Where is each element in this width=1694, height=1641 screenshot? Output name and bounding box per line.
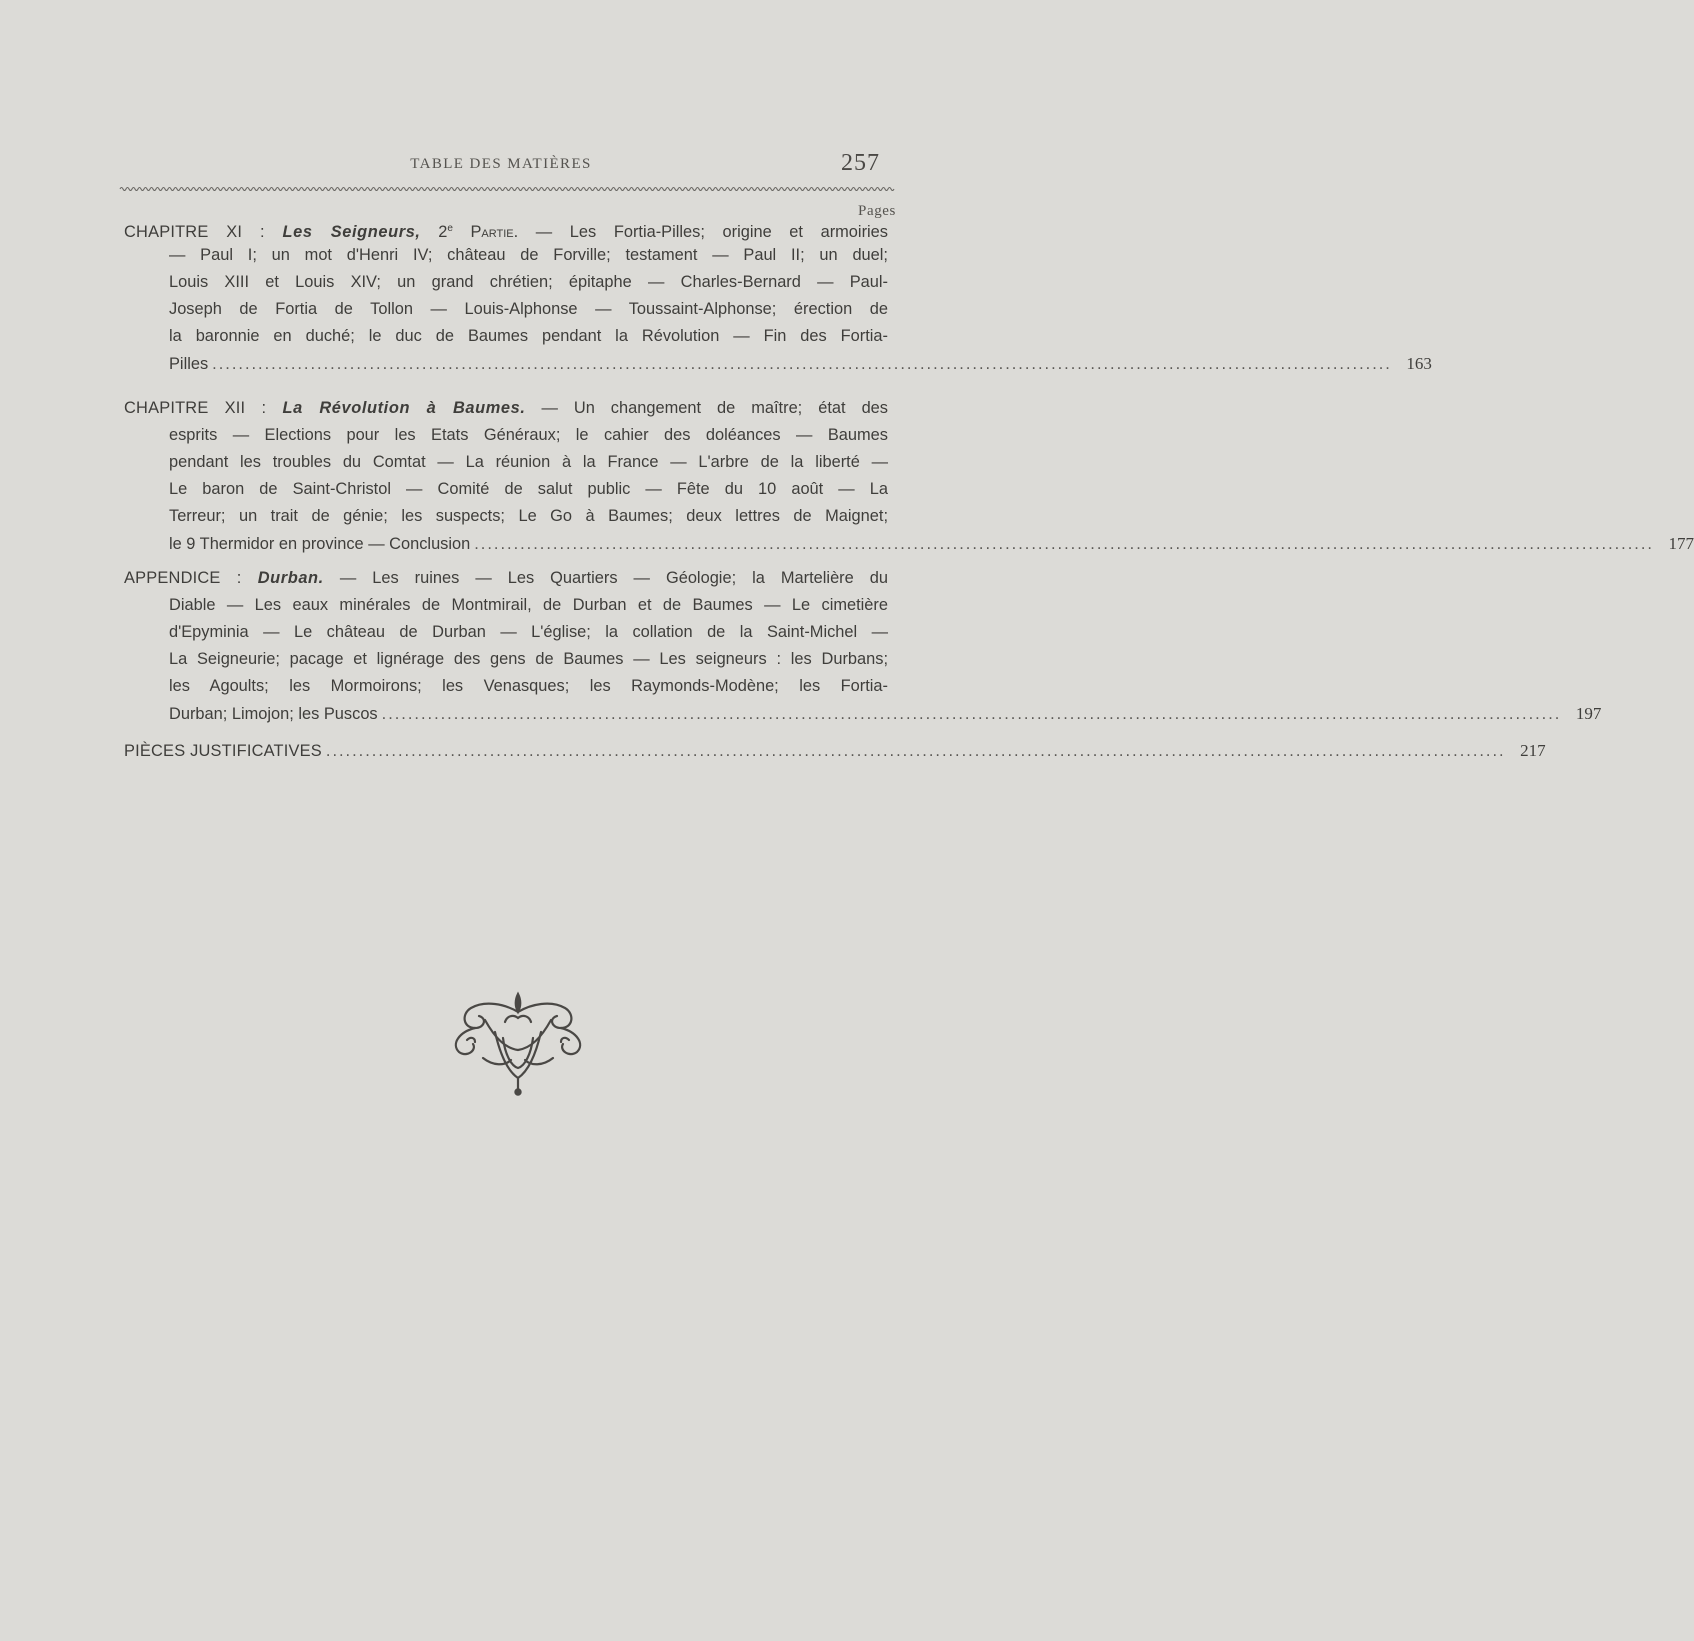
dot-leader: .................................................................................................................................................................................... bbox=[212, 355, 1392, 373]
entry-line: Terreur; un trait de génie; les suspects; Le Go à Baumes; deux lettres de Maignet; bbox=[169, 507, 888, 525]
entry-text: — Un changement de maître; état des bbox=[525, 399, 888, 417]
entry-title: Durban. bbox=[257, 569, 324, 587]
toc-entry-heading-line bbox=[124, 215, 888, 242]
pages-column-label: Pages bbox=[858, 203, 896, 219]
toc-entry-pieces-justificatives bbox=[124, 737, 1546, 764]
toc-entry-chapitre-xi bbox=[124, 215, 1432, 377]
entry-page-number: 177 bbox=[1668, 534, 1694, 553]
toc-entry-heading-line bbox=[124, 565, 888, 592]
page-header bbox=[120, 150, 882, 180]
entry-last-line bbox=[124, 350, 1432, 377]
entry-line: Louis XIII et Louis XIV; un grand chrétien; épitaphe — Charles-Bernard — Paul- bbox=[169, 273, 888, 291]
entry-line: Joseph de Fortia de Tollon — Louis-Alphonse — Toussaint-Alphonse; érection de bbox=[169, 300, 888, 318]
entry-line: esprits — Elections pour les Etats Généraux; le cahier des doléances — Baumes bbox=[169, 426, 888, 444]
dot-leader: .................................................................................................................................................................................... bbox=[325, 742, 1506, 760]
entry-line: d'Epyminia — Le château de Durban — L'église; la collation de la Saint-Michel — bbox=[169, 623, 888, 641]
entry-last-line bbox=[124, 700, 1602, 727]
entry-line: Le baron de Saint-Christol — Comité de salut public — Fête du 10 août — La bbox=[169, 480, 888, 498]
running-title: TABLE DES MATIÈRES bbox=[410, 156, 592, 172]
entry-line: la baronnie en duché; le duc de Baumes pendant la Révolution — Fin des Fortia- bbox=[169, 327, 888, 345]
entry-line: le 9 Thermidor en province — Conclusion bbox=[169, 535, 471, 553]
entry-text: — Les Fortia-Pilles; origine et armoiries bbox=[518, 223, 888, 241]
fleuron-ornament-icon bbox=[445, 988, 591, 1096]
entry-line: pendant les troubles du Comtat — La réunion à la France — L'arbre de la liberté — bbox=[169, 453, 888, 471]
toc-entry-appendice bbox=[124, 565, 1602, 727]
partie-number: 2 bbox=[438, 223, 448, 241]
entry-title: La Révolution à Baumes. bbox=[282, 399, 526, 417]
partie-superscript: e bbox=[447, 223, 453, 234]
toc-entry-heading-line bbox=[124, 395, 888, 422]
entry-page-number: 163 bbox=[1406, 354, 1432, 373]
entry-line: les Agoults; les Mormoirons; les Venasques; les Raymonds-Modène; les Fortia- bbox=[169, 677, 888, 695]
entry-page-number: 197 bbox=[1575, 704, 1602, 723]
partie-word: Partie. bbox=[470, 223, 519, 241]
entry-line: — Paul I; un mot d'Henri IV; château de Forville; testament — Paul II; un duel; bbox=[169, 246, 888, 264]
entry-text: — Les ruines — Les Quartiers — Géologie; la Martelière du bbox=[323, 569, 888, 587]
toc-entry-chapitre-xii bbox=[124, 395, 1694, 557]
entry-line: Pilles bbox=[169, 355, 209, 373]
entry-last-line bbox=[124, 530, 1694, 557]
entry-label: PIÈCES JUSTIFICATIVES bbox=[124, 742, 322, 760]
entry-label: CHAPITRE XI : bbox=[124, 223, 283, 241]
entry-title: Les Seigneurs, bbox=[282, 223, 421, 241]
entry-last-line bbox=[124, 737, 1546, 764]
wavy-rule bbox=[120, 184, 890, 194]
entry-line: La Seigneurie; pacage et lignérage des gens de Baumes — Les seigneurs : les Durbans; bbox=[169, 650, 888, 668]
dot-leader: .................................................................................................................................................................................... bbox=[381, 705, 1562, 723]
entry-line: Durban; Limojon; les Puscos bbox=[169, 705, 378, 723]
entry-line: Diable — Les eaux minérales de Montmirail, de Durban et de Baumes — Le cimetière bbox=[169, 596, 888, 614]
entry-label: APPENDICE : bbox=[124, 569, 258, 587]
entry-label: CHAPITRE XII : bbox=[124, 399, 283, 417]
entry-page-number: 217 bbox=[1520, 741, 1546, 760]
dot-leader: .................................................................................................................................................................................... bbox=[474, 535, 1654, 553]
page-number: 257 bbox=[841, 150, 880, 176]
